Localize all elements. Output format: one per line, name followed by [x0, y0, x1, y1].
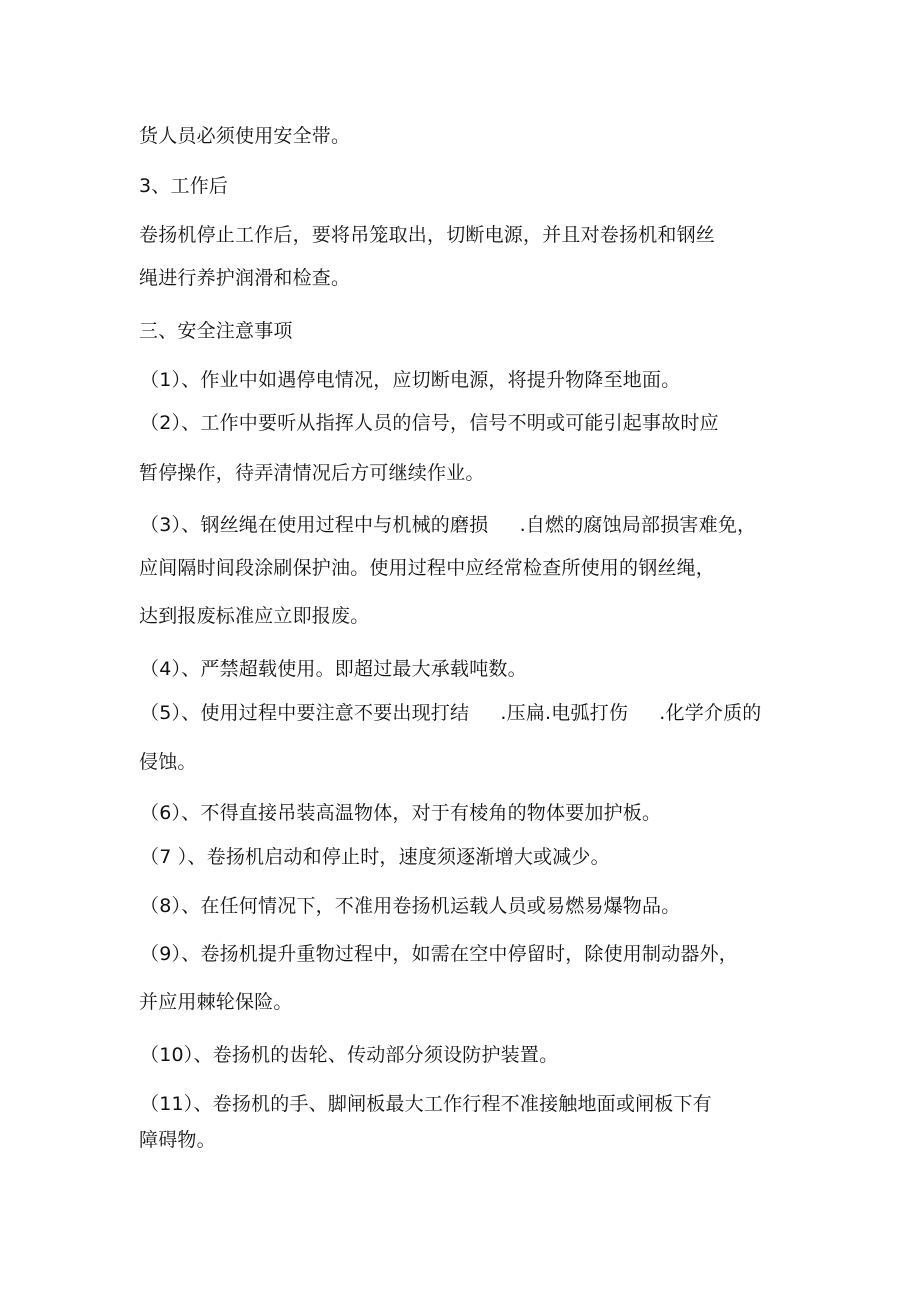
list-item-8: （8）、在任何情况下，不准用卷扬机运载人员或易燃易爆物品。 — [140, 895, 681, 917]
list-item-2: （2）、工作中要听从指挥人员的信号，信号不明或可能引起事故时应 — [140, 412, 719, 434]
list-item-4: （4）、严禁超载使用。即超过最大承载吨数。 — [140, 658, 527, 680]
list-item-11-cont: 障碍物。 — [139, 1129, 216, 1151]
list-item-9: （9）、卷扬机提升重物过程中，如需在空中停留时，除使用制动器外， — [140, 943, 738, 965]
list-item-11: （11）、卷扬机的手、脚闸板最大工作行程不准接触地面或闸板下有 — [140, 1093, 712, 1115]
list-item-10: （10）、卷扬机的齿轮、传动部分须设防护装置。 — [140, 1044, 559, 1066]
list-item-1: （1）、作业中如遇停电情况，应切断电源，将提升物降至地面。 — [140, 369, 681, 391]
text-line-3: 卷扬机停止工作后，要将吊笼取出，切断电源，并且对卷扬机和钢丝 — [139, 224, 716, 246]
list-item-7: （7 ）、卷扬机启动和停止时，速度须逐渐增大或减少。 — [140, 846, 610, 868]
list-item-5-cont: 侵蚀。 — [139, 751, 197, 773]
list-item-3: （3）、钢丝绳在使用过程中与机械的磨损 .自燃的腐蚀局部损害难免， — [140, 514, 757, 536]
list-item-5: （5）、使用过程中要注意不要出现打结 .压扁.电弧打伤 .化学介质的 — [140, 702, 762, 724]
text-line-4: 绳进行养护润滑和检查。 — [139, 267, 351, 289]
list-item-2-cont: 暂停操作，待弄清情况后方可继续作业。 — [139, 462, 485, 484]
list-item-3-cont-1: 应间隔时间段涂刷保护油。使用过程中应经常检查所使用的钢丝绳， — [139, 557, 716, 579]
text-line-1: 货人员必须使用安全带。 — [139, 125, 351, 147]
section-heading-safety-notes: 三、安全注意事项 — [139, 320, 293, 342]
list-item-9-cont: 并应用棘轮保险。 — [139, 991, 293, 1013]
list-item-6: （6）、不得直接吊装高温物体，对于有棱角的物体要加护板。 — [140, 802, 662, 824]
section-heading-after-work: 3、工作后 — [139, 175, 229, 197]
list-item-3-cont-2: 达到报废标准应立即报废。 — [139, 605, 370, 627]
